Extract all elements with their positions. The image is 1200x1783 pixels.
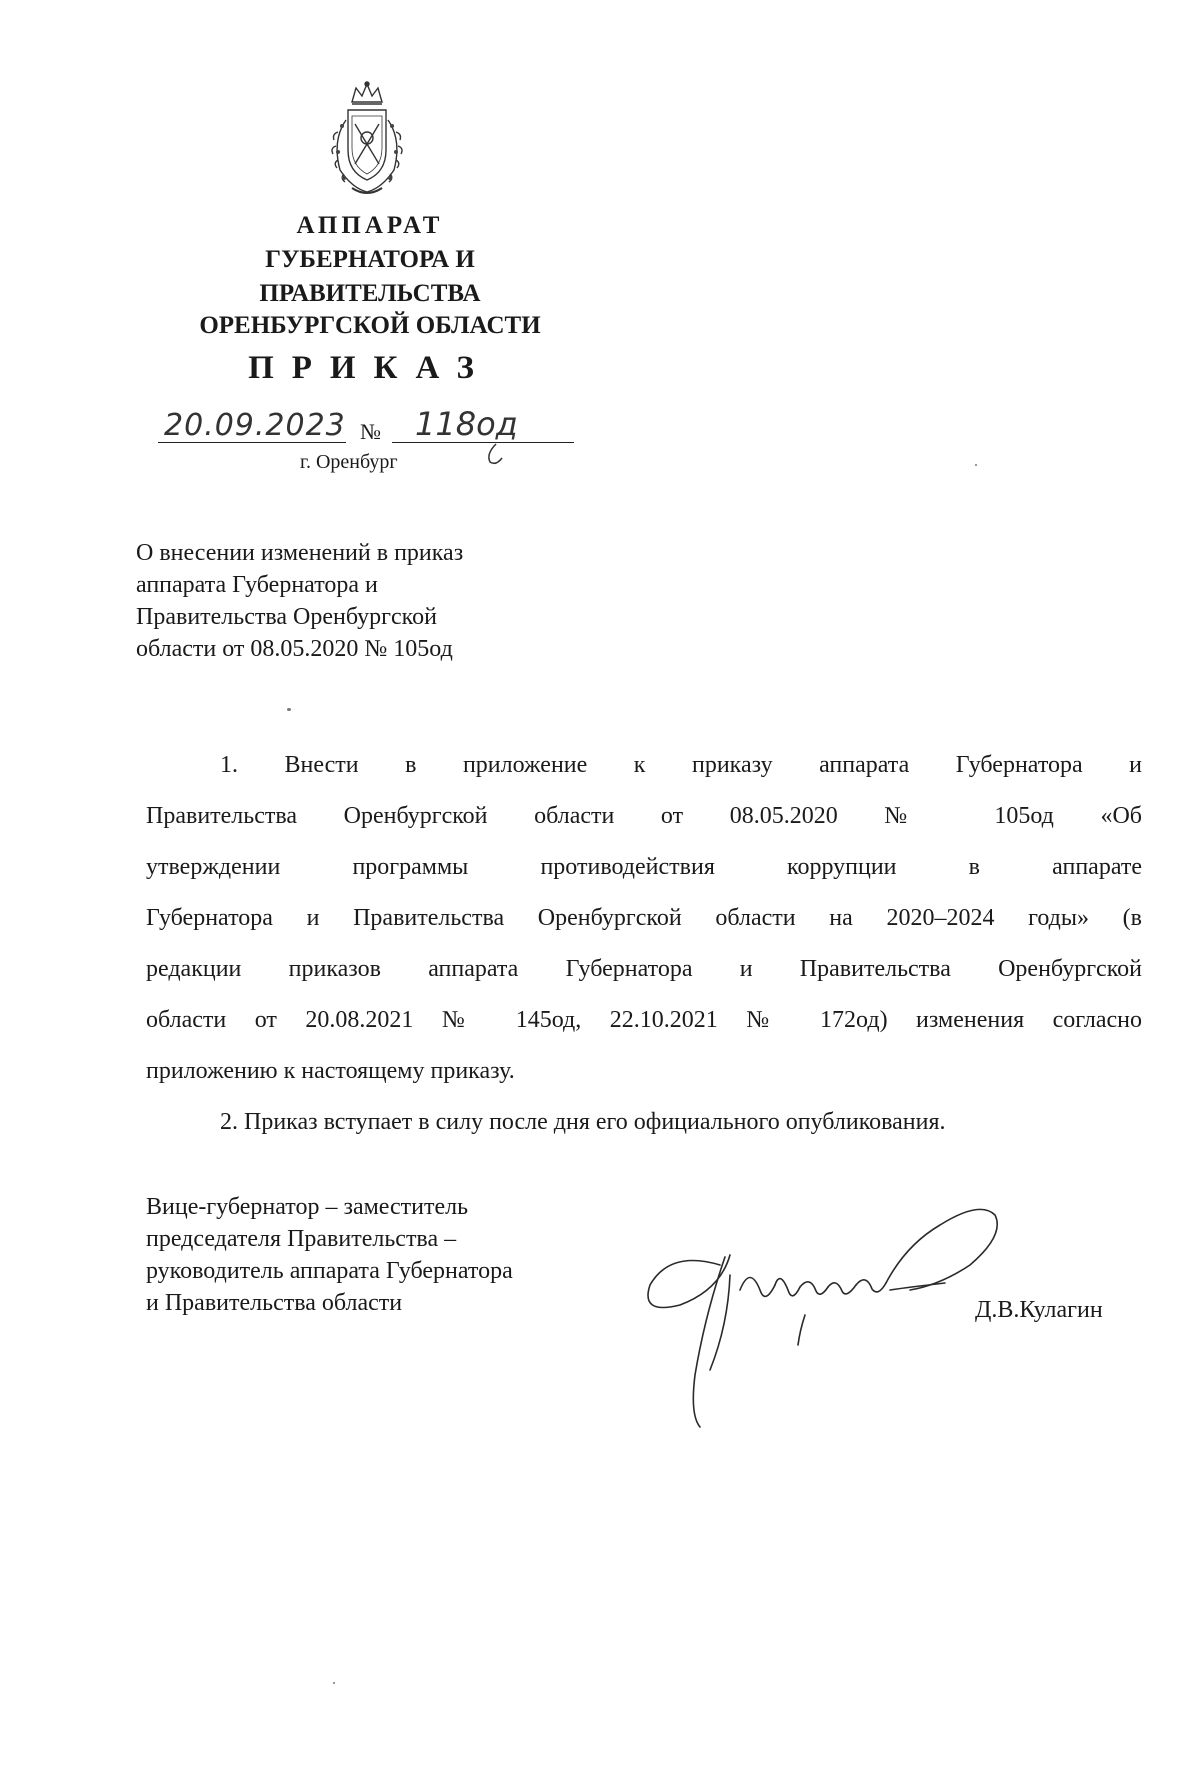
org-name-line3: ПРАВИТЕЛЬСТВА xyxy=(259,280,481,307)
subject-line: аппарата Губернатора и xyxy=(136,572,378,598)
city-label: г. Оренбург xyxy=(300,451,398,473)
document-type: ПРИКАЗ xyxy=(248,350,492,386)
signatory-title-line: Вице-губернатор – заместитель xyxy=(146,1194,469,1220)
body-line: 1. Внести в приложение к приказу аппарата Губернатора и xyxy=(220,752,1142,778)
signatory-title-line: председателя Правительства – xyxy=(146,1226,457,1252)
document-date: 20.09.2023 xyxy=(164,408,346,443)
handwritten-mark xyxy=(482,440,508,468)
subject-line: О внесении изменений в приказ xyxy=(136,540,464,566)
signatory-title xyxy=(146,1191,513,1319)
body-line: утверждении программы противодействия коррупции в аппарате xyxy=(146,854,1142,880)
body-line: редакции приказов аппарата Губернатора и Правительства Оренбургской xyxy=(146,956,1142,982)
coat-of-arms-emblem xyxy=(322,80,412,198)
body-line: Правительства Оренбургской области от 08.05.2020 № 105од «Об xyxy=(146,803,1142,829)
scan-speck xyxy=(287,708,291,711)
body-line: Губернатора и Правительства Оренбургской области на 2020–2024 годы» (в xyxy=(146,905,1142,931)
scan-speck xyxy=(333,1682,335,1684)
signatory-name: Д.В.Кулагин xyxy=(975,1297,1103,1323)
document-number: 118од xyxy=(415,405,518,443)
order-item-1 xyxy=(146,740,1142,1097)
scan-speck xyxy=(975,464,977,466)
subject-line: области от 08.05.2020 № 105од xyxy=(136,636,453,662)
signatory-title-line: руководитель аппарата Губернатора xyxy=(146,1258,513,1284)
body-line: приложению к настоящему приказу. xyxy=(146,1058,515,1084)
org-name-line4: ОРЕНБУРГСКОЙ ОБЛАСТИ xyxy=(199,312,541,339)
date-underline xyxy=(158,442,346,443)
subject-line: Правительства Оренбургской xyxy=(136,604,437,630)
body-line: области от 20.08.2021 № 145од, 22.10.2021 № 172од) изменения согласно xyxy=(146,1007,1142,1033)
signatory-title-line: и Правительства области xyxy=(146,1290,403,1316)
order-item-2: 2. Приказ вступает в силу после дня его официального опубликования. xyxy=(220,1109,946,1135)
org-name-line2: ГУБЕРНАТОРА И xyxy=(265,246,475,273)
number-sign: № xyxy=(360,419,381,444)
document-subject xyxy=(136,537,576,665)
org-name-line1: АППАРАТ xyxy=(296,212,444,239)
